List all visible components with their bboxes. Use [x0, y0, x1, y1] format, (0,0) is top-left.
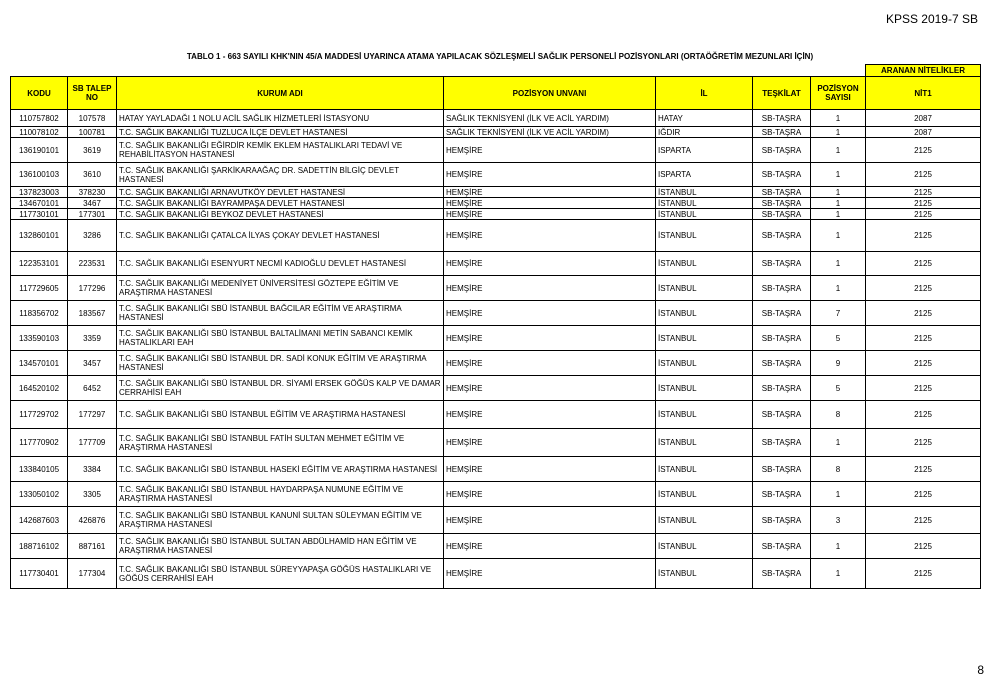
cell-kurum-adi: T.C. SAĞLIK BAKANLIĞI SBÜ İSTANBUL KANUNİ SULTAN SÜLEYMAN EĞİTİM VE ARAŞTIRMA HASTANESİ: [117, 507, 444, 534]
cell-il: İSTANBUL: [656, 326, 753, 351]
cell-pozisyon-sayisi: 7: [811, 301, 866, 326]
cell-il: İSTANBUL: [656, 252, 753, 276]
cell-sb-talep-no: 223531: [68, 252, 117, 276]
super-header-row: [11, 65, 981, 77]
cell-nit1: 2125: [866, 429, 981, 457]
cell-teskilat: SB-TAŞRA: [753, 482, 811, 507]
cell-kurum-adi: T.C. SAĞLIK BAKANLIĞI MEDENİYET ÜNİVERSİTESİ GÖZTEPE EĞİTİM VE ARAŞTIRMA HASTANESİ: [117, 276, 444, 301]
cell-kurum-adi: T.C. SAĞLIK BAKANLIĞI ARNAVUTKÖY DEVLET HASTANESİ: [117, 187, 444, 198]
cell-pozisyon-unvani: HEMŞİRE: [444, 482, 656, 507]
header-row: [11, 77, 981, 110]
cell-pozisyon-sayisi: 1: [811, 127, 866, 138]
cell-pozisyon-sayisi: 1: [811, 534, 866, 559]
cell-sb-talep-no: 177296: [68, 276, 117, 301]
cell-sb-talep-no: 177304: [68, 559, 117, 589]
cell-kurum-adi: T.C. SAĞLIK BAKANLIĞI SBÜ İSTANBUL DR. SİYAMİ ERSEK GÖĞÜS KALP VE DAMAR CERRAHİSİ EAH: [117, 376, 444, 401]
cell-pozisyon-unvani: HEMŞİRE: [444, 198, 656, 209]
cell-il: İSTANBUL: [656, 507, 753, 534]
cell-kodu: 136190101: [11, 138, 68, 163]
cell-sb-talep-no: 100781: [68, 127, 117, 138]
cell-kurum-adi: T.C. SAĞLIK BAKANLIĞI SBÜ İSTANBUL BAĞCILAR EĞİTİM VE ARAŞTIRMA HASTANESİ: [117, 301, 444, 326]
cell-kurum-adi: T.C. SAĞLIK BAKANLIĞI EĞİRDİR KEMİK EKLEM HASTALIKLARI TEDAVİ VE REHABİLİTASYON HASTANESİ: [117, 138, 444, 163]
cell-il: İSTANBUL: [656, 401, 753, 429]
cell-kodu: 133050102: [11, 482, 68, 507]
cell-teskilat: SB-TAŞRA: [753, 401, 811, 429]
cell-kodu: 110757802: [11, 110, 68, 127]
cell-pozisyon-sayisi: 1: [811, 252, 866, 276]
table-row: [11, 209, 981, 220]
cell-il: İSTANBUL: [656, 534, 753, 559]
cell-nit1: 2125: [866, 376, 981, 401]
cell-pozisyon-unvani: HEMŞİRE: [444, 429, 656, 457]
table-row: [11, 429, 981, 457]
cell-kurum-adi: T.C. SAĞLIK BAKANLIĞI ÇATALCA İLYAS ÇOKAY DEVLET HASTANESİ: [117, 220, 444, 252]
cell-kurum-adi: T.C. SAĞLIK BAKANLIĞI SBÜ İSTANBUL DR. SADİ KONUK EĞİTİM VE ARAŞTIRMA HASTANESİ: [117, 351, 444, 376]
table-row: [11, 351, 981, 376]
table-row: [11, 138, 981, 163]
cell-kodu: 136100103: [11, 163, 68, 187]
cell-kodu: 137823003: [11, 187, 68, 198]
cell-nit1: 2087: [866, 127, 981, 138]
cell-il: İSTANBUL: [656, 559, 753, 589]
cell-pozisyon-sayisi: 1: [811, 187, 866, 198]
cell-kodu: 142687603: [11, 507, 68, 534]
col-header-kodu: KODU: [11, 77, 68, 110]
cell-kurum-adi: T.C. SAĞLIK BAKANLIĞI SBÜ İSTANBUL SÜREYYAPAŞA GÖĞÜS HASTALIKLARI VE GÖĞÜS CERRAHİSİ EAH: [117, 559, 444, 589]
cell-kodu: 117730401: [11, 559, 68, 589]
cell-kodu: 133590103: [11, 326, 68, 351]
cell-il: ISPARTA: [656, 163, 753, 187]
col-header-nit1: NİT1: [866, 77, 981, 110]
cell-nit1: 2125: [866, 198, 981, 209]
document-code: KPSS 2019-7 SB: [885, 12, 978, 26]
cell-kodu: 133840105: [11, 457, 68, 482]
cell-sb-talep-no: 183567: [68, 301, 117, 326]
cell-il: İSTANBUL: [656, 220, 753, 252]
cell-il: IĞDIR: [656, 127, 753, 138]
cell-kurum-adi: T.C. SAĞLIK BAKANLIĞI TUZLUCA İLÇE DEVLET HASTANESİ: [117, 127, 444, 138]
cell-il: İSTANBUL: [656, 351, 753, 376]
cell-il: HATAY: [656, 110, 753, 127]
cell-pozisyon-sayisi: 1: [811, 110, 866, 127]
cell-sb-talep-no: 3467: [68, 198, 117, 209]
cell-nit1: 2125: [866, 138, 981, 163]
cell-pozisyon-sayisi: 3: [811, 507, 866, 534]
cell-nit1: 2125: [866, 220, 981, 252]
cell-pozisyon-sayisi: 1: [811, 163, 866, 187]
table-row: [11, 187, 981, 198]
cell-sb-talep-no: 887161: [68, 534, 117, 559]
cell-sb-talep-no: 426876: [68, 507, 117, 534]
cell-kurum-adi: HATAY YAYLADAĞI 1 NOLU ACİL SAĞLIK HİZMETLERİ İSTASYONU: [117, 110, 444, 127]
cell-pozisyon-sayisi: 9: [811, 351, 866, 376]
cell-sb-talep-no: 107578: [68, 110, 117, 127]
cell-kodu: 164520102: [11, 376, 68, 401]
cell-pozisyon-unvani: HEMŞİRE: [444, 252, 656, 276]
cell-nit1: 2125: [866, 252, 981, 276]
positions-table: [10, 64, 981, 589]
cell-teskilat: SB-TAŞRA: [753, 559, 811, 589]
cell-teskilat: SB-TAŞRA: [753, 252, 811, 276]
table-row: [11, 507, 981, 534]
cell-nit1: 2125: [866, 507, 981, 534]
cell-nit1: 2125: [866, 351, 981, 376]
cell-teskilat: SB-TAŞRA: [753, 534, 811, 559]
cell-sb-talep-no: 3384: [68, 457, 117, 482]
cell-teskilat: SB-TAŞRA: [753, 429, 811, 457]
cell-teskilat: SB-TAŞRA: [753, 326, 811, 351]
cell-pozisyon-unvani: HEMŞİRE: [444, 559, 656, 589]
cell-sb-talep-no: 177709: [68, 429, 117, 457]
table-row: [11, 220, 981, 252]
cell-kurum-adi: T.C. SAĞLIK BAKANLIĞI SBÜ İSTANBUL HASEKİ EĞİTİM VE ARAŞTIRMA HASTANESİ: [117, 457, 444, 482]
cell-il: İSTANBUL: [656, 301, 753, 326]
cell-sb-talep-no: 3359: [68, 326, 117, 351]
cell-teskilat: SB-TAŞRA: [753, 127, 811, 138]
cell-nit1: 2125: [866, 559, 981, 589]
cell-kurum-adi: T.C. SAĞLIK BAKANLIĞI SBÜ İSTANBUL FATİH SULTAN MEHMET EĞİTİM VE ARAŞTIRMA HASTANESİ: [117, 429, 444, 457]
table-row: [11, 401, 981, 429]
cell-kurum-adi: T.C. SAĞLIK BAKANLIĞI SBÜ İSTANBUL BALTALİMANI METİN SABANCI KEMİK HASTALIKLARI EAH: [117, 326, 444, 351]
cell-kodu: 134670101: [11, 198, 68, 209]
cell-nit1: 2125: [866, 401, 981, 429]
table-row: [11, 559, 981, 589]
cell-pozisyon-unvani: HEMŞİRE: [444, 163, 656, 187]
cell-teskilat: SB-TAŞRA: [753, 163, 811, 187]
col-header-kurum-adi: KURUM ADI: [117, 77, 444, 110]
cell-nit1: 2125: [866, 187, 981, 198]
cell-kodu: 132860101: [11, 220, 68, 252]
cell-pozisyon-unvani: SAĞLIK TEKNİSYENİ (İLK VE ACİL YARDIM): [444, 127, 656, 138]
table-row: [11, 482, 981, 507]
cell-nit1: 2125: [866, 209, 981, 220]
cell-pozisyon-unvani: HEMŞİRE: [444, 534, 656, 559]
table-row: [11, 127, 981, 138]
cell-pozisyon-sayisi: 5: [811, 326, 866, 351]
cell-sb-talep-no: 378230: [68, 187, 117, 198]
cell-nit1: 2125: [866, 326, 981, 351]
cell-kodu: 117770902: [11, 429, 68, 457]
cell-pozisyon-sayisi: 1: [811, 198, 866, 209]
cell-sb-talep-no: 6452: [68, 376, 117, 401]
cell-nit1: 2125: [866, 163, 981, 187]
cell-pozisyon-unvani: HEMŞİRE: [444, 351, 656, 376]
cell-nit1: 2125: [866, 457, 981, 482]
cell-pozisyon-sayisi: 1: [811, 138, 866, 163]
cell-kodu: 117729702: [11, 401, 68, 429]
cell-pozisyon-sayisi: 1: [811, 429, 866, 457]
cell-kodu: 188716102: [11, 534, 68, 559]
table-row: [11, 376, 981, 401]
table-title: TABLO 1 - 663 SAYILI KHK'NIN 45/A MADDESİ UYARINCA ATAMA YAPILACAK SÖZLEŞMELİ SAĞLIK PERSONELİ POZİSYONLARI (ORTAÖĞRETİM MEZUNLARI İÇİN): [186, 52, 814, 61]
cell-teskilat: SB-TAŞRA: [753, 376, 811, 401]
cell-teskilat: SB-TAŞRA: [753, 110, 811, 127]
cell-sb-talep-no: 177301: [68, 209, 117, 220]
table-row: [11, 326, 981, 351]
cell-kodu: 134570101: [11, 351, 68, 376]
cell-pozisyon-unvani: HEMŞİRE: [444, 401, 656, 429]
cell-il: İSTANBUL: [656, 198, 753, 209]
cell-il: ISPARTA: [656, 138, 753, 163]
cell-teskilat: SB-TAŞRA: [753, 187, 811, 198]
cell-pozisyon-sayisi: 5: [811, 376, 866, 401]
table-row: [11, 301, 981, 326]
cell-pozisyon-sayisi: 1: [811, 559, 866, 589]
table-row: [11, 457, 981, 482]
cell-sb-talep-no: 3286: [68, 220, 117, 252]
cell-teskilat: SB-TAŞRA: [753, 276, 811, 301]
table-row: [11, 198, 981, 209]
col-header-il: İL: [656, 77, 753, 110]
cell-nit1: 2125: [866, 534, 981, 559]
cell-pozisyon-sayisi: 1: [811, 209, 866, 220]
col-header-teskilat: TEŞKİLAT: [753, 77, 811, 110]
table-body: [11, 110, 981, 589]
cell-teskilat: SB-TAŞRA: [753, 507, 811, 534]
cell-kurum-adi: T.C. SAĞLIK BAKANLIĞI BAYRAMPAŞA DEVLET HASTANESİ: [117, 198, 444, 209]
table-row: [11, 534, 981, 559]
cell-kodu: 117730101: [11, 209, 68, 220]
col-header-pozisyon-sayisi: POZİSYON SAYISI: [811, 77, 866, 110]
cell-kodu: 117729605: [11, 276, 68, 301]
cell-nit1: 2125: [866, 276, 981, 301]
cell-teskilat: SB-TAŞRA: [753, 457, 811, 482]
cell-pozisyon-sayisi: 8: [811, 401, 866, 429]
cell-pozisyon-sayisi: 8: [811, 457, 866, 482]
cell-nit1: 2087: [866, 110, 981, 127]
table-row: [11, 163, 981, 187]
cell-kodu: 122353101: [11, 252, 68, 276]
cell-il: İSTANBUL: [656, 276, 753, 301]
page-number: 8: [977, 663, 984, 677]
cell-kurum-adi: T.C. SAĞLIK BAKANLIĞI BEYKOZ DEVLET HASTANESİ: [117, 209, 444, 220]
cell-il: İSTANBUL: [656, 457, 753, 482]
cell-sb-talep-no: 3619: [68, 138, 117, 163]
cell-pozisyon-unvani: HEMŞİRE: [444, 301, 656, 326]
cell-pozisyon-unvani: HEMŞİRE: [444, 138, 656, 163]
cell-kurum-adi: T.C. SAĞLIK BAKANLIĞI ESENYURT NECMİ KADIOĞLU DEVLET HASTANESİ: [117, 252, 444, 276]
cell-sb-talep-no: 3305: [68, 482, 117, 507]
cell-teskilat: SB-TAŞRA: [753, 351, 811, 376]
cell-il: İSTANBUL: [656, 482, 753, 507]
cell-teskilat: SB-TAŞRA: [753, 301, 811, 326]
cell-pozisyon-unvani: HEMŞİRE: [444, 326, 656, 351]
cell-il: İSTANBUL: [656, 429, 753, 457]
cell-pozisyon-unvani: SAĞLIK TEKNİSYENİ (İLK VE ACİL YARDIM): [444, 110, 656, 127]
col-header-sb-talep-no: SB TALEP NO: [68, 77, 117, 110]
cell-pozisyon-unvani: HEMŞİRE: [444, 209, 656, 220]
cell-teskilat: SB-TAŞRA: [753, 209, 811, 220]
cell-kurum-adi: T.C. SAĞLIK BAKANLIĞI SBÜ İSTANBUL SULTAN ABDÜLHAMİD HAN EĞİTİM VE ARAŞTIRMA HASTANESİ: [117, 534, 444, 559]
cell-kodu: 118356702: [11, 301, 68, 326]
cell-kurum-adi: T.C. SAĞLIK BAKANLIĞI SBÜ İSTANBUL HAYDARPAŞA NUMUNE EĞİTİM VE ARAŞTIRMA HASTANESİ: [117, 482, 444, 507]
cell-nit1: 2125: [866, 301, 981, 326]
table-row: [11, 276, 981, 301]
cell-il: İSTANBUL: [656, 376, 753, 401]
cell-kurum-adi: T.C. SAĞLIK BAKANLIĞI ŞARKİKARAAĞAÇ DR. SADETTİN BİLGİÇ DEVLET HASTANESİ: [117, 163, 444, 187]
cell-nit1: 2125: [866, 482, 981, 507]
cell-il: İSTANBUL: [656, 187, 753, 198]
cell-pozisyon-sayisi: 1: [811, 276, 866, 301]
cell-pozisyon-unvani: HEMŞİRE: [444, 376, 656, 401]
cell-pozisyon-unvani: HEMŞİRE: [444, 457, 656, 482]
cell-teskilat: SB-TAŞRA: [753, 198, 811, 209]
cell-pozisyon-sayisi: 1: [811, 220, 866, 252]
cell-pozisyon-unvani: HEMŞİRE: [444, 507, 656, 534]
table-row: [11, 252, 981, 276]
aranan-nitelikler-header: ARANAN NİTELİKLER: [866, 65, 981, 77]
cell-sb-talep-no: 3610: [68, 163, 117, 187]
cell-pozisyon-unvani: HEMŞİRE: [444, 187, 656, 198]
table-row: [11, 110, 981, 127]
cell-sb-talep-no: 177297: [68, 401, 117, 429]
cell-teskilat: SB-TAŞRA: [753, 220, 811, 252]
cell-il: İSTANBUL: [656, 209, 753, 220]
cell-pozisyon-unvani: HEMŞİRE: [444, 276, 656, 301]
cell-teskilat: SB-TAŞRA: [753, 138, 811, 163]
cell-kurum-adi: T.C. SAĞLIK BAKANLIĞI SBÜ İSTANBUL EĞİTİM VE ARAŞTIRMA HASTANESİ: [117, 401, 444, 429]
cell-pozisyon-unvani: HEMŞİRE: [444, 220, 656, 252]
cell-kodu: 110078102: [11, 127, 68, 138]
col-header-pozisyon-unvani: POZİSYON UNVANI: [444, 77, 656, 110]
cell-sb-talep-no: 3457: [68, 351, 117, 376]
cell-pozisyon-sayisi: 1: [811, 482, 866, 507]
